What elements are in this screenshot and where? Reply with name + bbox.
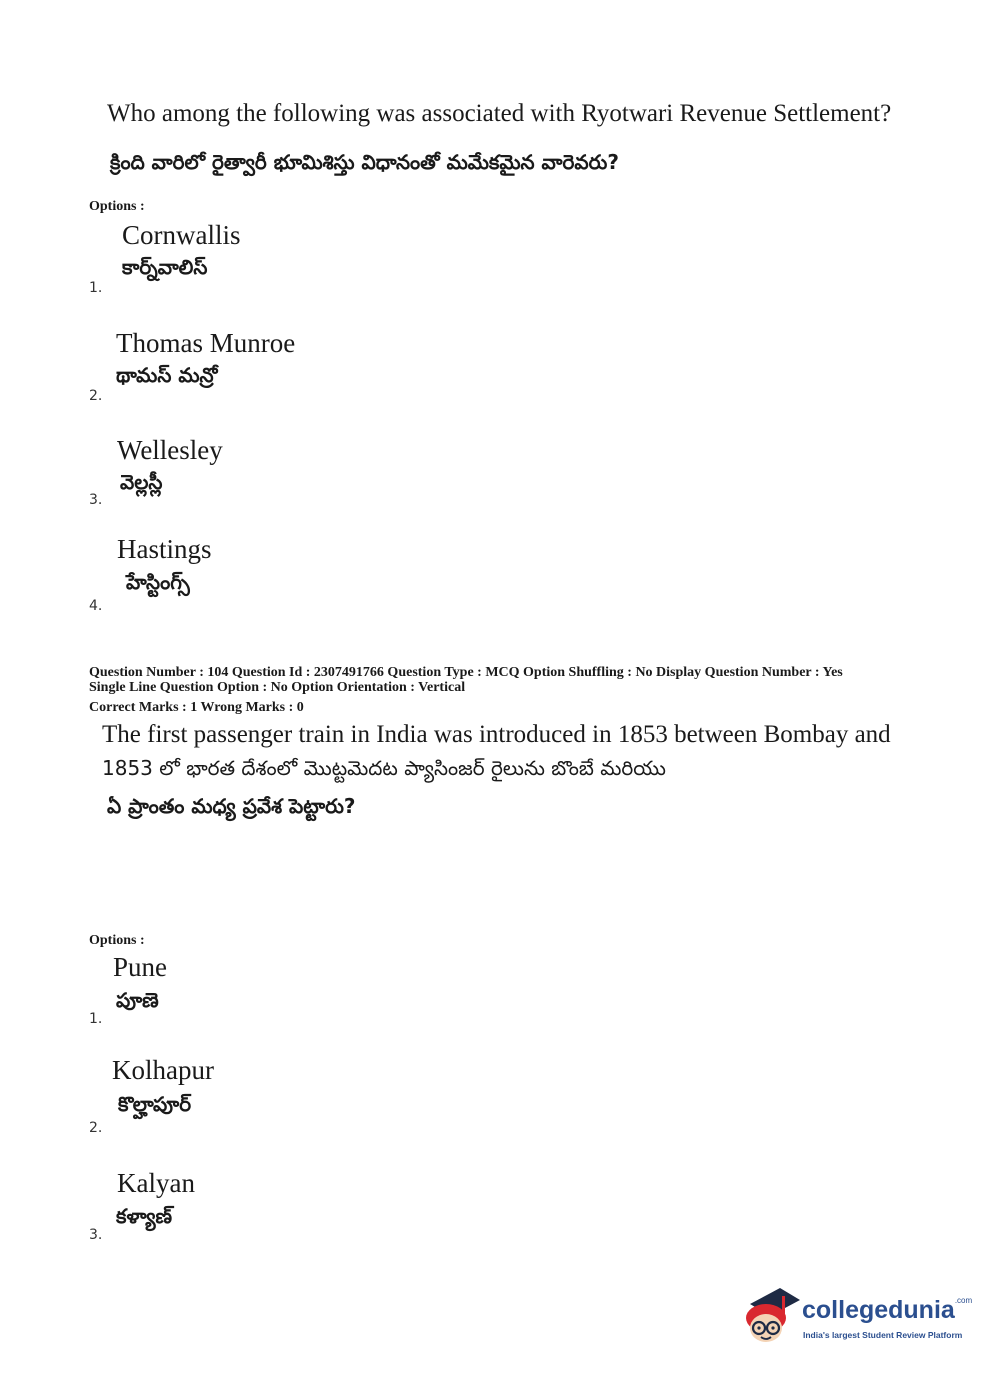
option-4-text-te: హేస్టింగ్స్ <box>126 570 190 594</box>
option-4-number: 4. <box>89 598 103 614</box>
options-label: Options : <box>89 933 145 948</box>
option-3-number: 3. <box>89 492 103 508</box>
collegedunia-logo <box>740 1282 973 1352</box>
logo-tagline: India's largest Student Review Platform <box>803 1330 963 1340</box>
option-1-text-en: Cornwallis <box>122 220 241 250</box>
option-3-text-te: వెల్లస్లీ <box>120 470 163 494</box>
option-2-text-en: Kolhapur <box>112 1055 214 1085</box>
option-1-text-te: పూణె <box>116 988 159 1012</box>
option-4-text-en: Hastings <box>117 534 212 564</box>
question-text-en: Who among the following was associated with Ryotwari Revenue Settlement? <box>107 100 892 127</box>
option-3-text-en: Wellesley <box>117 435 223 465</box>
option-1-number: 1. <box>89 280 103 296</box>
question-meta-line-2: Single Line Question Option : No Option Orientation : Vertical <box>89 680 466 695</box>
option-2-number: 2. <box>89 388 103 404</box>
question-text-te-line-1: 1853 లో భారత దేశంలో మొట్టమెదట ప్యాసింజర్ రైలును బొంబే మరియు <box>102 756 666 780</box>
option-2-number: 2. <box>89 1120 103 1136</box>
question-text-te: క్రింది వారిలో రైత్వారీ భూమిశిస్తు విధానంతో మమేకమైన వారెవరు? <box>110 150 619 174</box>
option-1-number: 1. <box>89 1011 103 1027</box>
option-3-number: 3. <box>89 1227 103 1243</box>
question-text-en: The first passenger train in India was introduced in 1853 between Bombay and <box>102 721 891 748</box>
options-label: Options : <box>89 199 145 214</box>
option-3-text-te: కళ్యాణ్ <box>116 1204 173 1228</box>
option-2-text-te: కొల్హాపూర్ <box>118 1092 192 1116</box>
question-meta-line-1: Question Number : 104 Question Id : 2307491766 Question Type : MCQ Option Shuffling : No Display Question Number : Yes <box>89 665 843 680</box>
mascot-icon <box>740 1282 802 1352</box>
logo-suffix: .com <box>954 1296 973 1305</box>
question-text-te-line-2: ఏ ప్రాంతం మధ్య ప్రవేశ పెట్టారు? <box>107 794 356 818</box>
question-marks: Correct Marks : 1 Wrong Marks : 0 <box>89 700 304 715</box>
option-1-text-te: కార్న్‌వాలిస్ <box>122 255 208 279</box>
option-2-text-en: Thomas Munroe <box>116 328 296 358</box>
option-3-text-en: Kalyan <box>117 1168 195 1198</box>
option-2-text-te: థామస్ మన్రో <box>116 363 218 387</box>
logo-wordmark: collegedunia <box>802 1296 955 1324</box>
option-1-text-en: Pune <box>113 952 167 982</box>
